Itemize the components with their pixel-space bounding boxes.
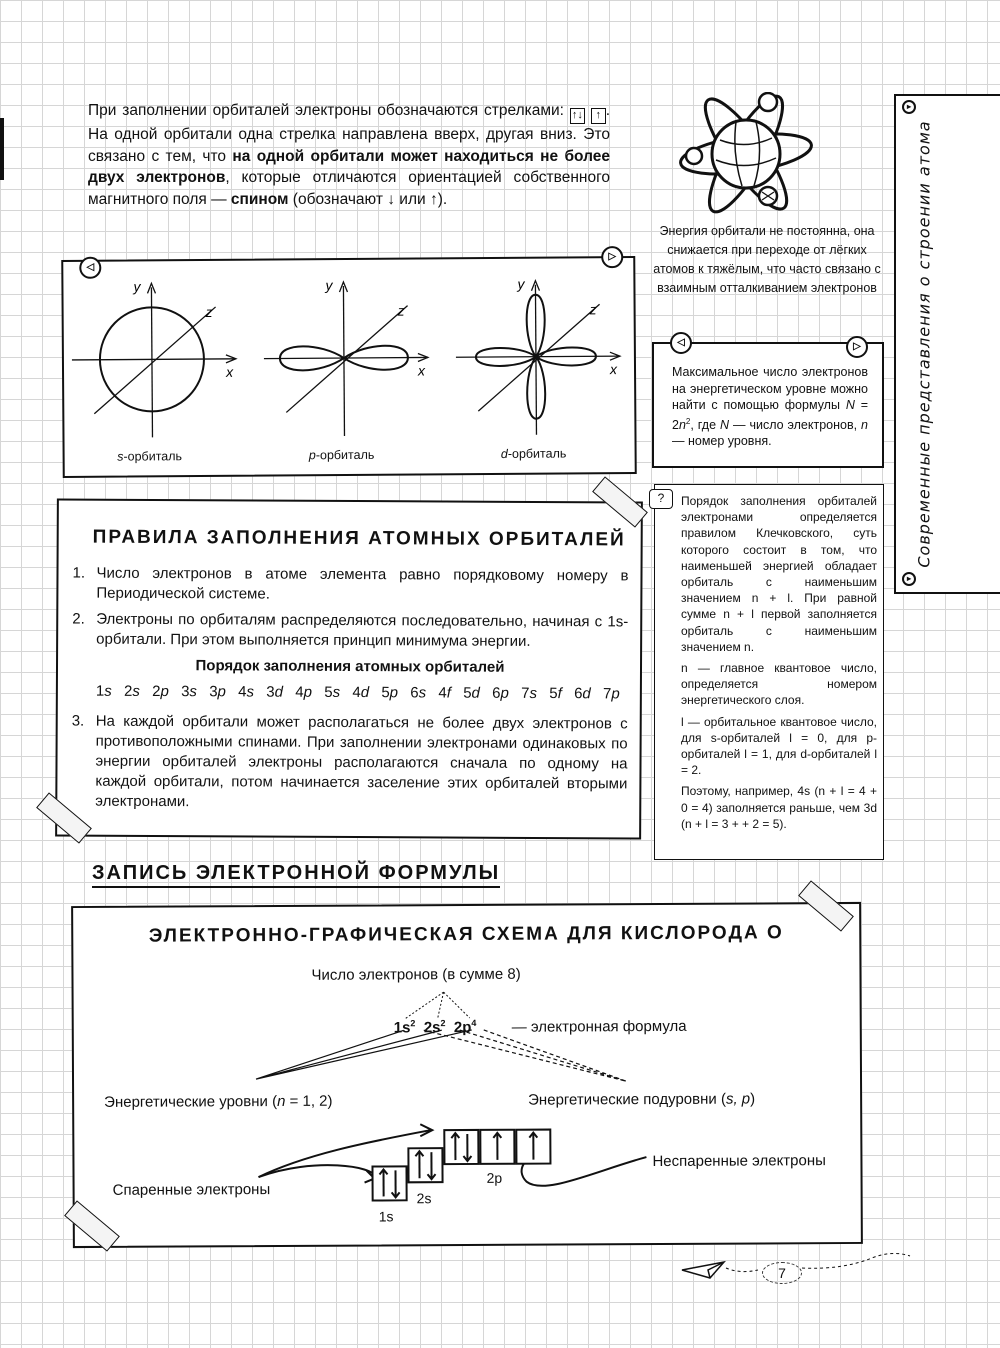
edge-marker: [0, 118, 4, 180]
electron-formula: $1s^2$ $2s^2$ $2p^4$: [393, 1017, 477, 1037]
intro-bold-2: спином: [230, 190, 289, 208]
lightbulb-icon: ?: [649, 489, 673, 509]
dashed-trail: [802, 1248, 912, 1278]
orbital-order-item: 1s: [95, 682, 112, 700]
unpaired-electrons-label: Неспаренные электроны: [652, 1152, 826, 1171]
orbital-order-item: 3d: [266, 683, 284, 701]
orbital-order-item: 2s: [123, 682, 140, 700]
electron-scheme-frame: [71, 902, 863, 1248]
orbital-order-item: 5s: [324, 683, 341, 701]
orbital-order-sequence: [72, 682, 628, 705]
orbital-order-item: 5f: [549, 685, 562, 703]
klechkovsky-p2: n — главное квантовое число, определяется номером энергетического слоя.: [681, 661, 877, 708]
intro-paragraph: [88, 100, 610, 210]
z-axis-label: z: [589, 301, 597, 318]
klechkovsky-box: [654, 484, 884, 860]
energy-sublevels-label: Энергетические подуровни (s, p): [528, 1090, 756, 1109]
y-axis-label: y: [133, 278, 141, 295]
x-axis-label: x: [225, 363, 234, 380]
orbital-order-item: 4p: [295, 683, 313, 701]
sublevel-2s-label: 2s: [416, 1190, 432, 1207]
orbital-order-item: 3p: [209, 683, 226, 701]
single-spin-box: ↑: [591, 108, 606, 124]
s-orbital-label: s-орбиталь: [117, 449, 183, 464]
section-title: ЗАПИСЬ ЭЛЕКТРОННОЙ ФОРМУЛЫ: [92, 862, 500, 888]
z-axis-label: z: [397, 302, 405, 319]
orbital-order-item: 6d: [574, 685, 591, 703]
orbital-order-item: 6s: [410, 684, 427, 702]
orbital-order-item: 4s: [238, 683, 255, 701]
energy-levels-label: Энергетические уровни (n = 1, 2): [104, 1092, 333, 1111]
orbital-order-item: 3s: [181, 683, 197, 701]
orbitals-frame: [61, 251, 637, 478]
rules-title: ПРАВИЛА ЗАПОЛНЕНИЯ АТОМНЫХ ОРБИТАЛЕЙ: [92, 526, 626, 551]
max-electrons-box: ◁ ▷ Максимальное число электронов на энергетическом уровне можно найти с помощью формулы $N = 2n^2$, где N — число электронов, n — номер уровня.: [652, 342, 884, 468]
orbital-order-item: 5p: [381, 684, 399, 702]
order-title: Порядок заполнения атомных орбиталей: [195, 657, 505, 676]
paper-plane-icon: [680, 1256, 760, 1286]
orbital-order-item: 4d: [352, 684, 370, 702]
paired-electrons-label: Спаренные электроны: [112, 1181, 271, 1199]
intro-text-2: . На одной орбитали одна стрелка направлена вверх, другая вниз. Это связано с тем, что: [88, 102, 610, 165]
p-orbital-label: p-орбиталь: [308, 447, 375, 463]
intro-text-1: При заполнении орбиталей электроны обозначаются стрелками:: [88, 102, 570, 119]
rule-item: 1. Число электронов в атоме элемента равно порядковому номеру в Периодической системе.: [72, 564, 629, 603]
orbital-order-item: 2p: [152, 682, 169, 701]
d-orbital-diagram: [451, 274, 632, 445]
intro-bold-1: на одной орбитали может находиться не более двух электронов: [88, 147, 610, 186]
intro-text-4: (обозначают ↓ или ↑).: [288, 190, 448, 208]
rule-item: 2. Электроны по орбиталям распределяются последовательно, начиная с 1s-орбитали. При этом выполняется принцип минимума энергии.: [72, 610, 629, 650]
klechkovsky-p4: Поэтому, например, 4s (n + l = 4 + 0 = 4) заполняется раньше, чем 3d (n + l = 3 + + 2 = 5).: [681, 784, 877, 831]
paired-spin-box: ↑↓: [570, 108, 585, 124]
rules-list: [71, 564, 628, 821]
p-orbital-diagram: [259, 275, 440, 446]
orbital-order-item: 5d: [463, 684, 480, 702]
rule-item: 3. На каждой орбитали может располагаться не более двух электронов с противоположными спинами. При заполнении электронами одинаковых по энергии орбиталей электроны располагаются сначала по одному на каждой орбитали, потом начинается заселение этих орбиталей вторыми электронами.: [71, 712, 628, 811]
orbital-order-item: 7p: [603, 685, 620, 703]
electrons-count-label: Число электронов (в сумме 8): [311, 965, 521, 984]
chapter-side-band: [894, 94, 1000, 594]
klechkovsky-p3: l — орбитальное квантовое число, для s-орбиталей l = 0, для p-орбиталей l = 1, для d-орбиталей l = 2.: [681, 714, 877, 778]
page-number: 7: [762, 1262, 802, 1284]
atom-caption: Энергия орбитали не постоянна, она снижается при переходе от лёгких атомов к тяжёлым, что часто связано с взаимным отталкиванием электронов: [653, 224, 881, 295]
right-pointer-icon: ▷: [601, 246, 623, 268]
scheme-title: ЭЛЕКТРОННО-ГРАФИЧЕСКАЯ СХЕМА ДЛЯ КИСЛОРОДА O: [148, 922, 784, 947]
left-pointer-icon: ◁: [79, 257, 101, 279]
d-orbital-label: d-орбиталь: [500, 446, 567, 461]
klechkovsky-p1: Порядок заполнения орбиталей электронами определяется правилом Клечковского, суть которого состоит в том, что наименьшей энергией обладает орбиталь с наименьшим значением n + l. При равной сумме n + l первой заполняется орбиталь с наименьшим значением n.: [681, 494, 877, 654]
x-axis-label: x: [417, 362, 426, 379]
y-axis-label: y: [325, 277, 333, 294]
bottom-circle-icon: ▸: [902, 572, 916, 586]
right-pointer-icon: ▷: [846, 336, 868, 358]
sublevel-2p-label: 2p: [486, 1169, 503, 1186]
sublevel-1s-label: 1s: [378, 1208, 394, 1225]
s-orbital-diagram: [67, 277, 248, 448]
formula-label: — электронная формула: [511, 1017, 687, 1036]
orbital-order-item: 6p: [492, 684, 509, 702]
left-pointer-icon: ◁: [670, 332, 692, 354]
top-circle-icon: ▸: [902, 100, 916, 114]
x-axis-label: x: [609, 361, 618, 378]
chapter-title: Современные представления о строении атома: [914, 120, 934, 568]
atom-illustration: [676, 92, 816, 218]
orbital-order-item: 7s: [521, 684, 538, 702]
orbital-order-item: 4f: [438, 684, 451, 702]
z-axis-label: z: [205, 303, 213, 320]
intro-text-3: , которые отличаются ориентацией собственного магнитного поля —: [88, 169, 610, 208]
y-axis-label: y: [517, 275, 525, 292]
rules-frame: [55, 498, 643, 839]
